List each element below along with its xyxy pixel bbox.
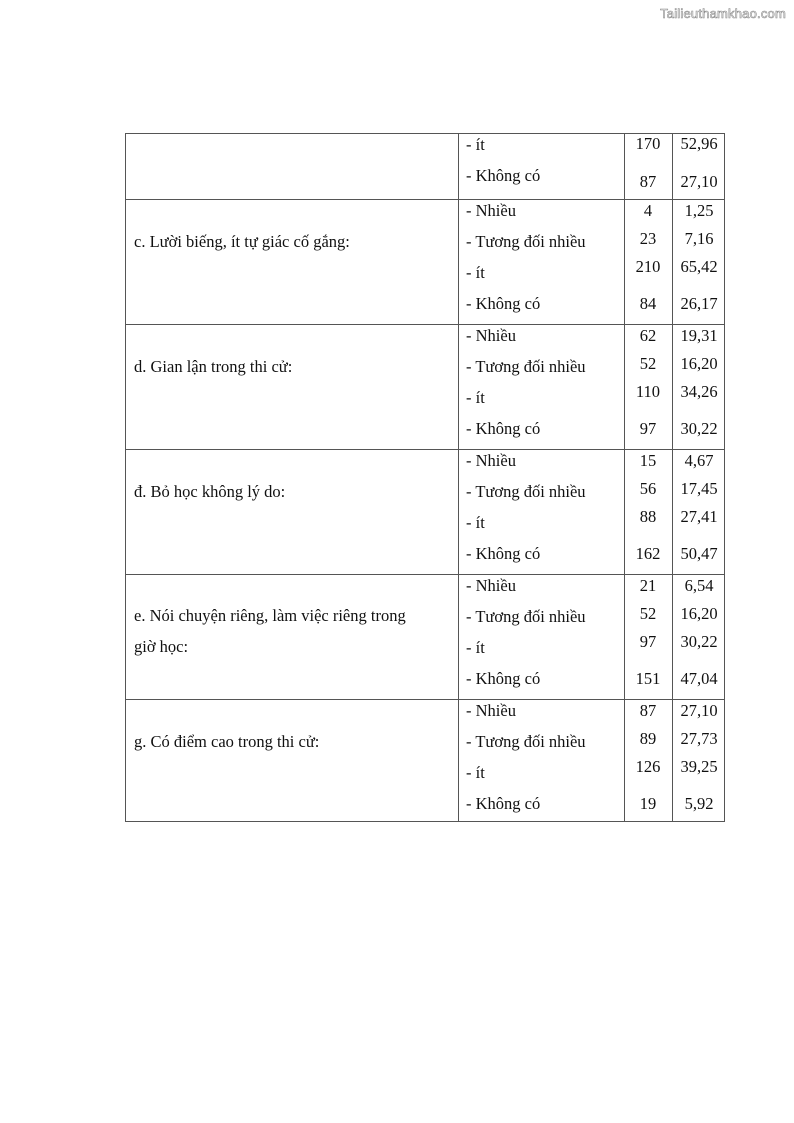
option-label: - Không có — [466, 544, 541, 563]
percent-value: 16,20 — [680, 354, 718, 373]
option-label: - ít — [466, 135, 485, 154]
option-label: - Nhiều — [466, 701, 516, 720]
option-label: - Tương đối nhiều — [466, 482, 586, 501]
count-value: 97 — [639, 419, 657, 438]
option-label: - Không có — [466, 794, 541, 813]
survey-table — [125, 133, 725, 822]
option-label: - Không có — [466, 419, 541, 438]
percent-value: 47,04 — [680, 669, 718, 688]
option-label: - ít — [466, 388, 485, 407]
percent-value: 4,67 — [684, 451, 714, 470]
count-value: 210 — [635, 257, 661, 276]
count-value: 62 — [639, 326, 657, 345]
percent-value: 30,22 — [680, 419, 718, 438]
count-value: 110 — [635, 382, 661, 401]
percent-value: 27,10 — [680, 172, 718, 191]
count-value: 15 — [639, 451, 657, 470]
option-label: - Không có — [466, 166, 541, 185]
row-label: đ. Bỏ học không lý do: — [134, 482, 286, 501]
percent-value: 1,25 — [684, 201, 714, 220]
count-value: 52 — [639, 604, 657, 623]
row-divider — [126, 324, 724, 325]
percent-value: 7,16 — [684, 229, 714, 248]
percent-value: 27,73 — [680, 729, 718, 748]
count-value: 87 — [639, 701, 657, 720]
count-value: 56 — [639, 479, 657, 498]
percent-value: 27,10 — [680, 701, 718, 720]
count-value: 151 — [635, 669, 661, 688]
percent-value: 5,92 — [684, 794, 714, 813]
row-label: d. Gian lận trong thi cử: — [134, 357, 293, 376]
count-value: 84 — [639, 294, 657, 313]
percent-value: 17,45 — [680, 479, 718, 498]
percent-value: 27,41 — [680, 507, 718, 526]
column-divider — [458, 134, 459, 821]
percent-value: 26,17 — [680, 294, 718, 313]
row-divider — [126, 199, 724, 200]
option-label: - ít — [466, 263, 485, 282]
option-label: - Nhiều — [466, 201, 516, 220]
row-label: g. Có điểm cao trong thi cử: — [134, 732, 320, 751]
count-value: 21 — [639, 576, 657, 595]
option-label: - ít — [466, 513, 485, 532]
option-label: - Tương đối nhiều — [466, 232, 586, 251]
option-label: - Nhiều — [466, 326, 516, 345]
option-label: - Tương đối nhiều — [466, 732, 586, 751]
row-label: e. Nói chuyện riêng, làm việc riêng trong — [134, 606, 406, 625]
count-value: 52 — [639, 354, 657, 373]
percent-value: 16,20 — [680, 604, 718, 623]
count-value: 88 — [639, 507, 657, 526]
option-label: - Nhiều — [466, 451, 516, 470]
percent-value: 30,22 — [680, 632, 718, 651]
count-value: 4 — [643, 201, 653, 220]
percent-value: 65,42 — [680, 257, 718, 276]
percent-value: 39,25 — [680, 757, 718, 776]
option-label: - Tương đối nhiều — [466, 607, 586, 626]
count-value: 23 — [639, 229, 657, 248]
count-value: 19 — [639, 794, 657, 813]
row-label: giờ học: — [134, 637, 189, 656]
count-value: 89 — [639, 729, 657, 748]
percent-value: 19,31 — [680, 326, 718, 345]
count-value: 170 — [635, 134, 661, 153]
percent-value: 34,26 — [680, 382, 718, 401]
row-divider — [126, 449, 724, 450]
option-label: - Nhiều — [466, 576, 516, 595]
option-label: - Không có — [466, 669, 541, 688]
count-value: 87 — [639, 172, 657, 191]
count-value: 126 — [635, 757, 661, 776]
option-label: - Không có — [466, 294, 541, 313]
percent-value: 6,54 — [684, 576, 714, 595]
option-label: - Tương đối nhiều — [466, 357, 586, 376]
option-label: - ít — [466, 763, 485, 782]
percent-value: 50,47 — [680, 544, 718, 563]
row-divider — [126, 574, 724, 575]
percent-value: 52,96 — [680, 134, 718, 153]
row-divider — [126, 699, 724, 700]
option-label: - ít — [466, 638, 485, 657]
watermark: Tailieuthamkhao.com — [660, 6, 786, 21]
count-value: 162 — [635, 544, 661, 563]
count-value: 97 — [639, 632, 657, 651]
row-label: c. Lười biếng, ít tự giác cố gắng: — [134, 232, 350, 251]
